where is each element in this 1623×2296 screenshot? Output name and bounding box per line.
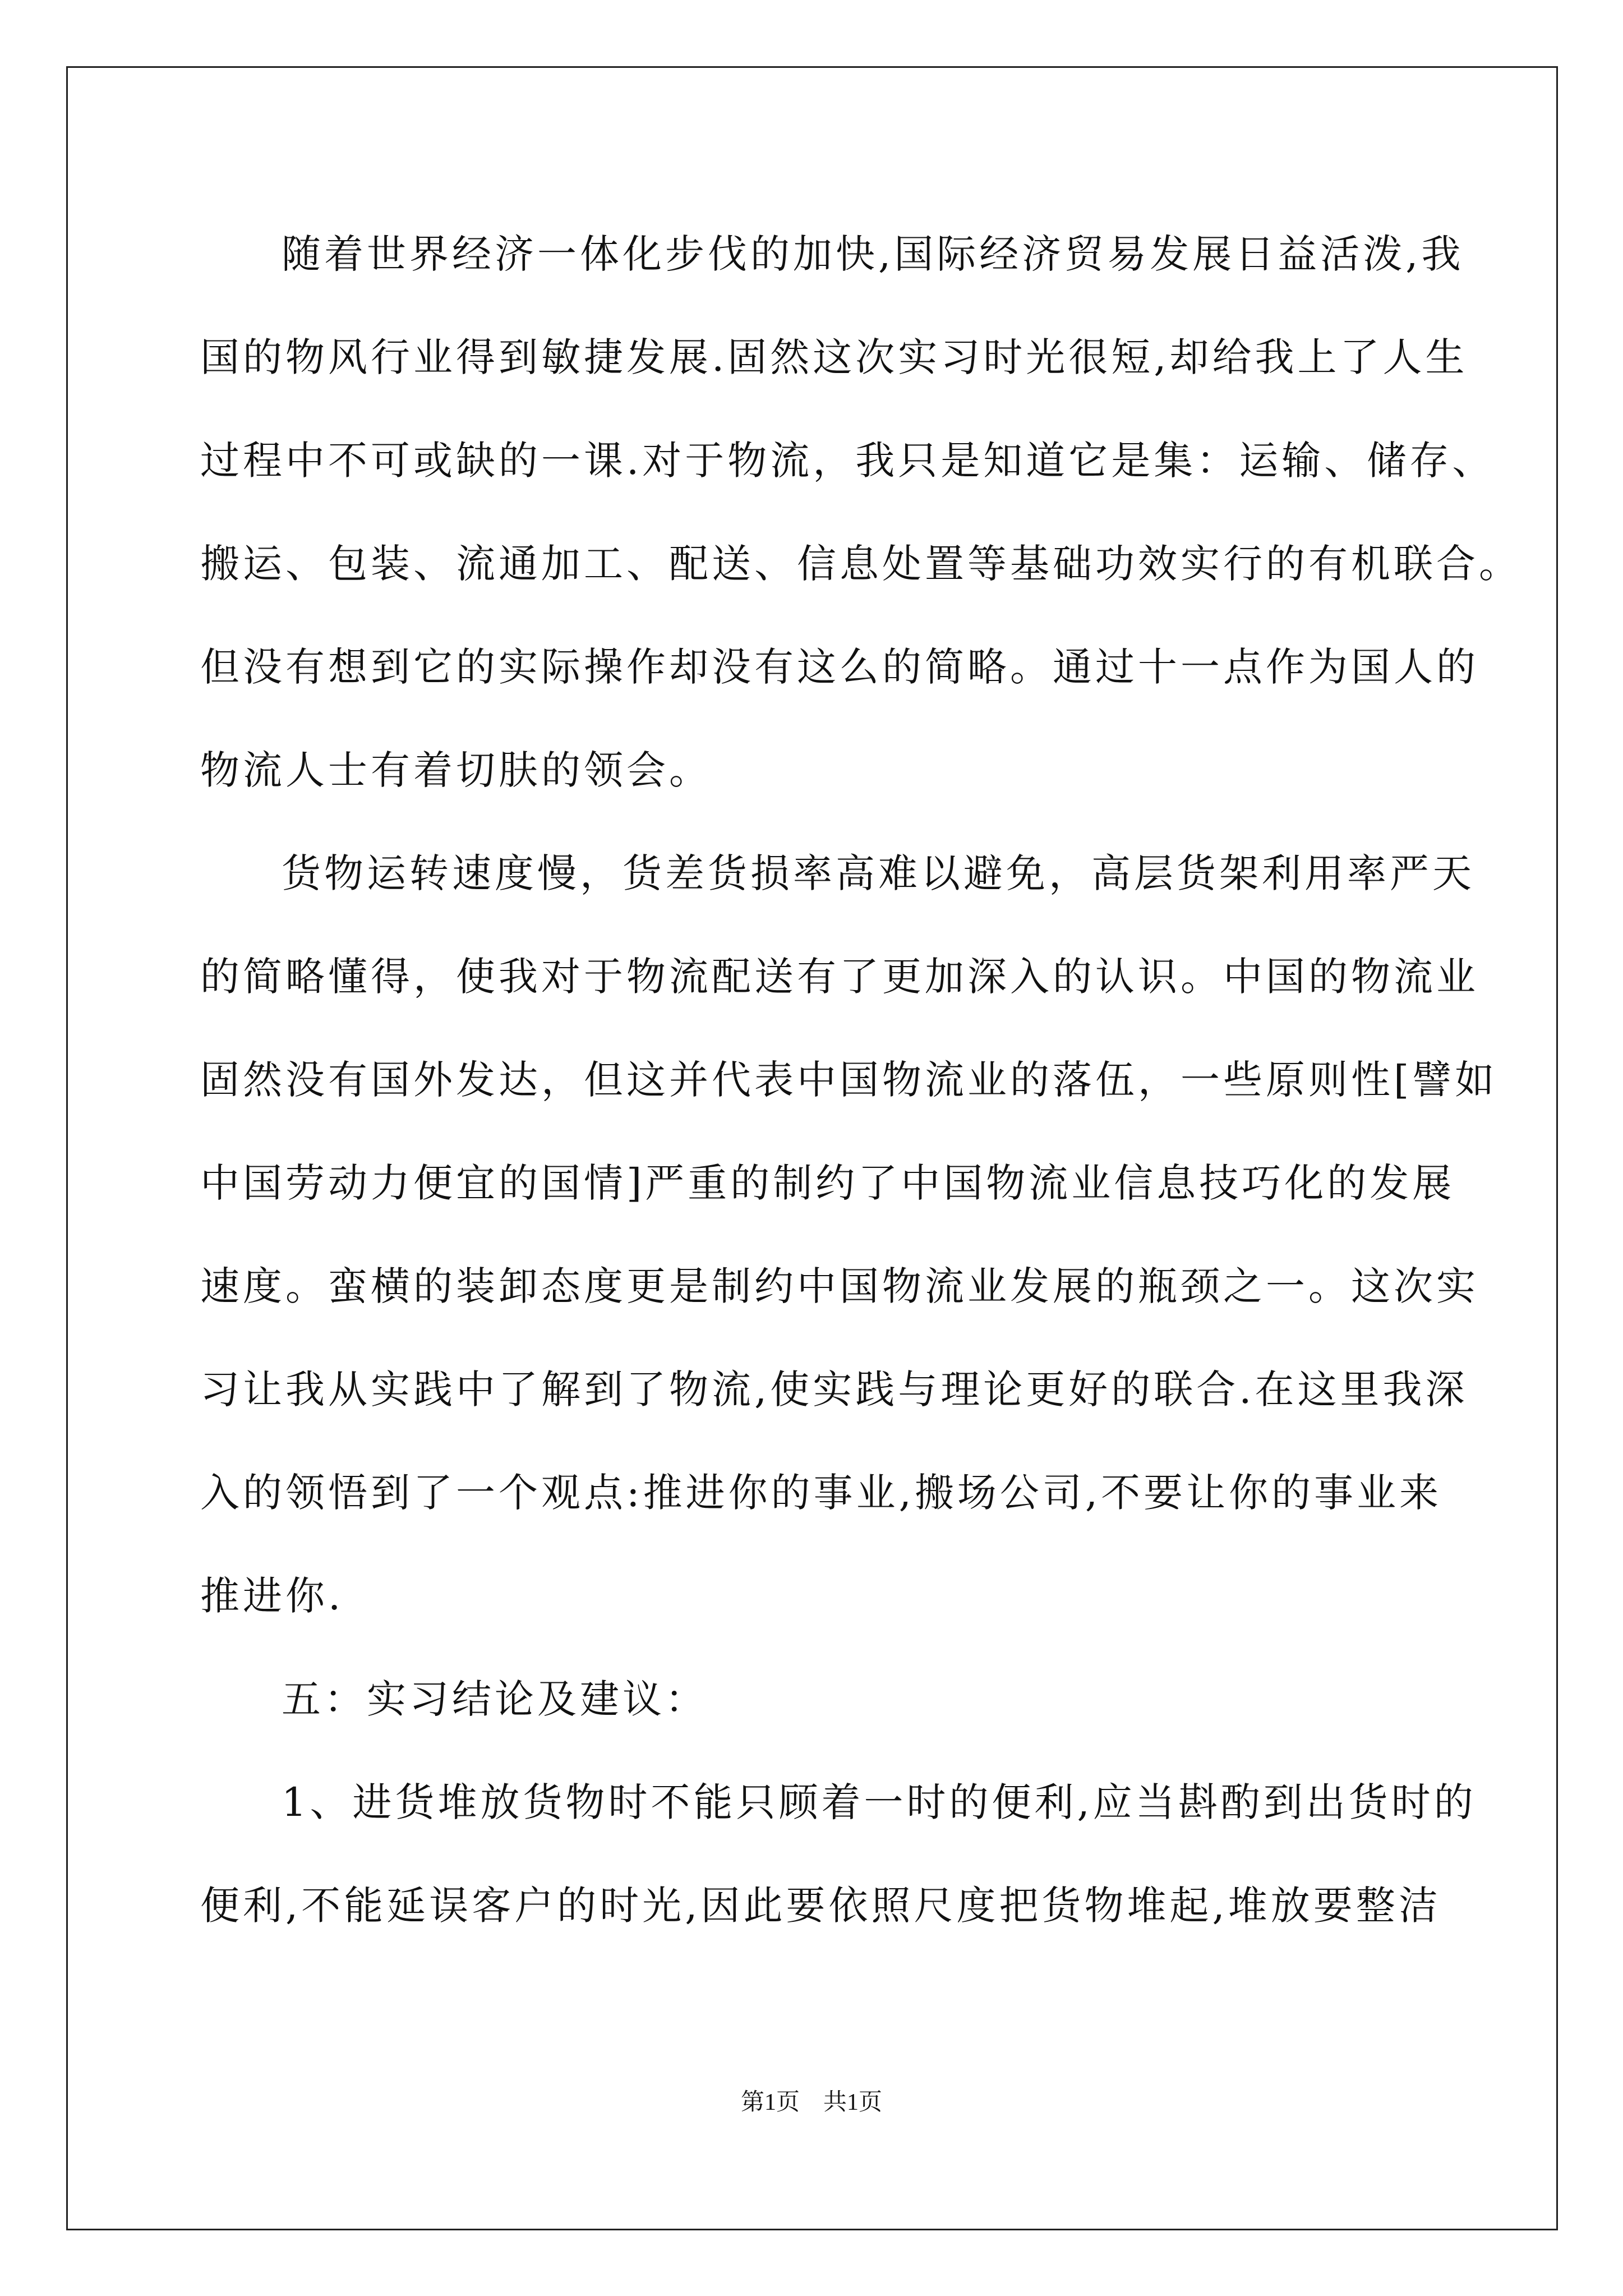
text-line: 搬运、包装、流通加工、配送、信息处置等基础功效实行的有机联合。 [200, 541, 1521, 587]
text-line: 过程中不可或缺的一课.对于物流，我只是知道它是集：运输、储存、 [200, 438, 1495, 484]
text-line: 固然没有国外发达，但这并代表中国物流业的落伍，一些原则性[譬如 [200, 1057, 1498, 1103]
section-heading: 五：实习结论及建议： [282, 1676, 708, 1722]
text-line: 随着世界经济一体化步伐的加快,国际经济贸易发展日益活泼,我 [282, 231, 1464, 277]
text-line: 的简略懂得，使我对于物流配送有了更加深入的认识。中国的物流业 [200, 954, 1479, 1000]
text-line: 但没有想到它的实际操作却没有这么的简略。通过十一点作为国人的 [200, 644, 1479, 690]
page-footer: 第1页 共1页 [740, 2090, 882, 2115]
text-line: 国的物风行业得到敏捷发展.固然这次实习时光很短,却给我上了人生 [200, 334, 1468, 380]
text-line: 物流人士有着切肤的领会。 [200, 747, 712, 793]
text-line: 1、进货堆放货物时不能只顾着一时的便利,应当斟酌到出货时的 [282, 1779, 1477, 1825]
text-line: 习让我从实践中了解到了物流,使实践与理论更好的联合.在这里我深 [200, 1366, 1468, 1412]
text-line: 中国劳动力便宜的国情]严重的制约了中国物流业信息技巧化的发展 [200, 1160, 1455, 1206]
text-line: 推进你. [200, 1573, 344, 1619]
document-body [200, 213, 1521, 1968]
text-line: 便利,不能延误客户的时光,因此要依照尺度把货物堆起,堆放要整洁 [200, 1883, 1441, 1929]
text-line: 入的领悟到了一个观点:推进你的事业,搬场公司,不要让你的事业来 [200, 1470, 1442, 1516]
text-line: 速度。蛮横的装卸态度更是制约中国物流业发展的瓶颈之一。这次实 [200, 1263, 1479, 1309]
text-line: 货物运转速度慢，货差货损率高难以避免，高层货架利用率严天 [282, 850, 1475, 896]
